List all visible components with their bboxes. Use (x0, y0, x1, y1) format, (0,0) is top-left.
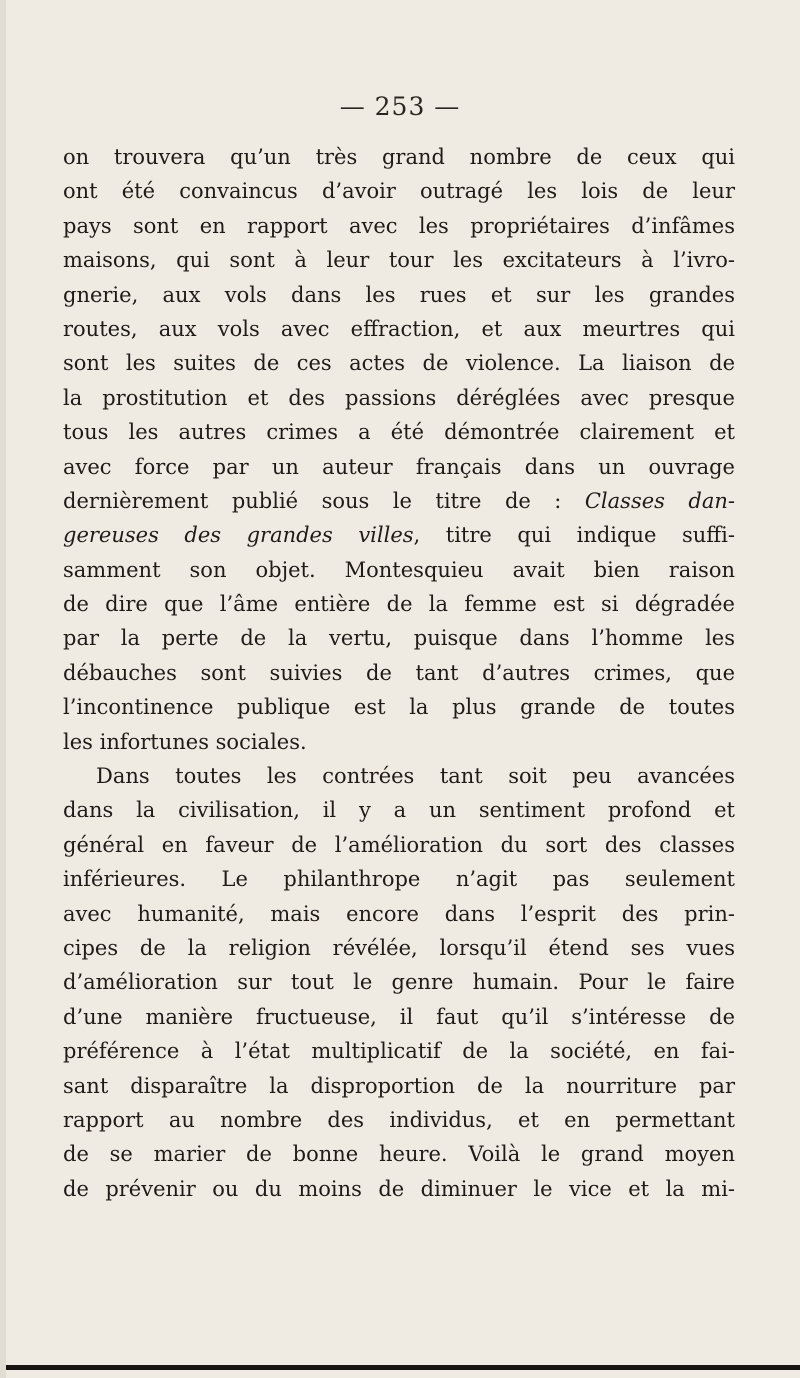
text-line: samment son objet. Montesquieu avait bien raison (63, 557, 735, 582)
text-line: d’une manière fructueuse, il faut qu’il s’intéresse de (63, 1004, 735, 1029)
text-line: sant disparaître la disproportion de la nourriture par (63, 1073, 735, 1098)
text-line: tous les autres crimes a été démontrée clairement et (63, 420, 735, 445)
text-line: débauches sont suivies de tant d’autres crimes, que (63, 660, 735, 685)
text-line: pays sont en rapport avec les propriétaires d’infâmes (63, 213, 735, 238)
text-line: routes, aux vols avec effraction, et aux meurtres qui (63, 316, 735, 341)
text-line: maisons, qui sont à leur tour les excitateurs à l’ivro- (63, 248, 735, 273)
italic-title-fragment: Classes dan- (584, 488, 735, 513)
italic-title-fragment: gereuses des grandes villes (63, 523, 414, 548)
text-line: rapport au nombre des individus, et en permettant (63, 1107, 735, 1132)
text-line: dans la civilisation, il y a un sentiment profond et (63, 798, 735, 823)
text-line: cipes de la religion révélée, lorsqu’il étend ses vues (63, 935, 735, 960)
text-line: l’incontinence publique est la plus grande de toutes (63, 695, 735, 720)
text-line: Dans toutes les contrées tant soit peu avancées (96, 764, 735, 789)
text-line: général en faveur de l’amélioration du sort des classes (63, 832, 735, 857)
page-number: — 253 — (339, 92, 461, 121)
text-line: sont les suites de ces actes de violence. La liaison de (63, 351, 735, 376)
text-line: avec humanité, mais encore dans l’esprit des prin- (63, 901, 735, 926)
text-line: la prostitution et des passions déréglées avec presque (63, 385, 735, 410)
text-line-with-italic (63, 518, 735, 552)
text-line: gnerie, aux vols dans les rues et sur les grandes (63, 282, 735, 307)
body-text (63, 140, 735, 1206)
text-fragment: dernièrement publié sous le titre de : (63, 488, 562, 513)
text-line: préférence à l’état multiplicatif de la société, en fai- (63, 1039, 735, 1064)
text-line: avec force par un auteur français dans un ouvrage (63, 454, 735, 479)
text-line: par la perte de la vertu, puisque dans l’homme les (63, 626, 735, 651)
text-line: de dire que l’âme entière de la femme est si dégradée (63, 592, 735, 617)
text-line: de se marier de bonne heure. Voilà le grand moyen (63, 1142, 735, 1167)
text-line: on trouvera qu’un très grand nombre de ceux qui (63, 145, 735, 169)
page-bottom-edge (6, 1365, 800, 1370)
text-line: ont été convaincus d’avoir outragé les lois de leur (63, 179, 735, 204)
text-line: inférieures. Le philanthrope n’agit pas seulement (63, 867, 735, 892)
text-line: d’amélioration sur tout le genre humain. Pour le faire (63, 970, 735, 995)
text-line: les infortunes sociales. (63, 729, 307, 754)
page-gutter-shadow (0, 0, 6, 1378)
text-line: de prévenir ou du moins de diminuer le vice et la mi- (63, 1176, 735, 1201)
text-fragment: , titre qui indique suffi- (413, 523, 735, 548)
text-line-with-italic (63, 484, 735, 518)
